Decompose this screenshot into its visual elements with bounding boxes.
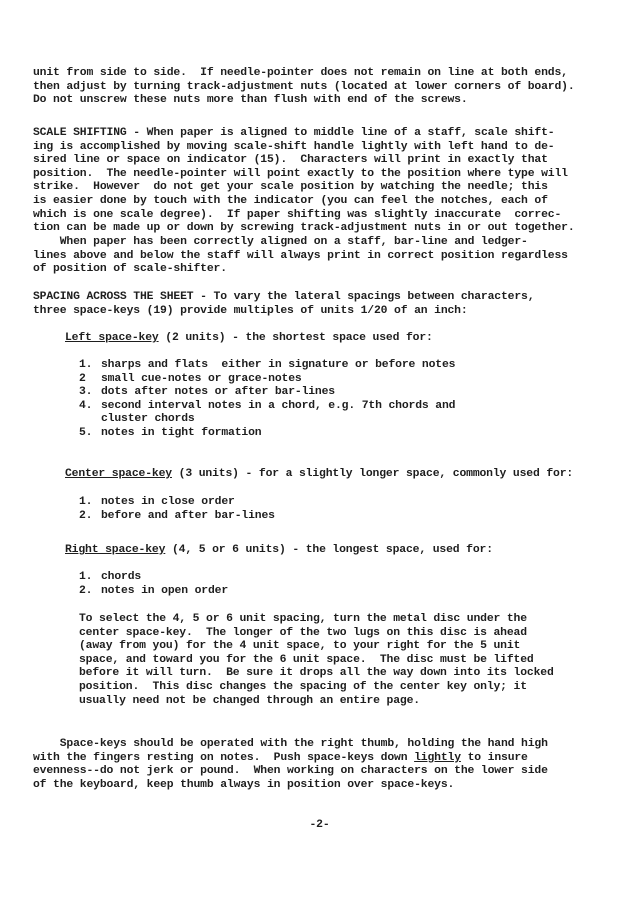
- list-item: 3. dots after notes or after bar-lines: [79, 386, 335, 399]
- list-item: 2. before and after bar-lines: [79, 509, 275, 522]
- disc-selection-paragraph: To select the 4, 5 or 6 unit spacing, turn the metal disc under the center space-key. The longer of the two lugs on this disc is ahead (away from you) for the 4 unit space, to your right for the 5 unit space, and toward you for the 6 unit space. The disc must be lifted before it will turn. Be sure it drops all the way down into its locked position. This disc changes the spacing of the center key only; it usually need not be changed through an entire page.: [79, 613, 554, 707]
- scale-shifting-section: [33, 127, 623, 236]
- right-space-key-desc: (4, 5 or 6 units) - the longest space, used for:: [165, 544, 493, 556]
- right-space-key-heading: [65, 544, 625, 558]
- list-item: 2. notes in open order: [79, 584, 229, 597]
- left-space-key-heading: [65, 332, 625, 346]
- center-space-key-list: [79, 496, 599, 523]
- left-space-key-label: Left space-key: [65, 332, 159, 344]
- spacing-heading: SPACING ACROSS THE SHEET: [33, 291, 194, 303]
- spacing-body: - To vary the lateral spacings between characters, three space-keys (19) provide multiples of units 1/20 of an inch:: [33, 291, 535, 317]
- left-space-key-list: [79, 359, 599, 441]
- left-space-key-desc: (2 units) - the shortest space used for:: [158, 332, 433, 344]
- center-space-key-desc: (3 units) - for a slightly longer space, commonly used for:: [171, 468, 574, 480]
- right-space-key-list: [79, 571, 599, 598]
- scale-shifting-para2: When paper has been correctly aligned on a staff, bar-line and ledger- lines above and below the staff will always print in correct position regardless of position of scale-shifter.: [33, 236, 568, 276]
- list-item: 1. notes in close order: [79, 496, 235, 508]
- list-item: 1. chords: [79, 571, 142, 583]
- center-space-key-label: Center space-key: [65, 468, 172, 480]
- right-space-key-label: Right space-key: [65, 544, 166, 556]
- emphasis-lightly: lightly: [414, 751, 461, 764]
- list-item: 1. sharps and flats either in signature or before notes: [79, 359, 456, 371]
- scale-shifting-body: - When paper is aligned to middle line of a staff, scale shift- ing is accomplished by moving scale-shift handle lightly with left hand to de- sired line or space on indicator (15). Characters will print in exactly that position. The needle-pointer will point exactly to the position where type will strike. However do not get your scale position by watching the needle; this is easier done by touch with the indicator (you can feel the notches, each of which is one scale degree). If paper shifting was slightly inaccurate correc- tion can be made up or down by screwing track-adjustment nuts in or out together.: [33, 127, 575, 235]
- list-item: 2 small cue-notes or grace-notes: [79, 372, 302, 385]
- page-number: -2-: [309, 819, 330, 831]
- center-space-key-heading: [65, 468, 625, 482]
- list-item: 4. second interval notes in a chord, e.g. 7th chords and cluster chords: [79, 399, 456, 426]
- spacing-section: [33, 291, 623, 318]
- scale-shifting-heading: SCALE SHIFTING: [33, 127, 127, 139]
- list-item: 5. notes in tight formation: [79, 426, 262, 439]
- space-keys-operation-paragraph: Space-keys should be operated with the right thumb, holding the hand high with the fingers resting on notes. Push space-keys down lightly to insure evenness--do not jerk or pound. When working on characters on the lower side of the keyboard, keep thumb always in position over space-keys.: [33, 738, 548, 791]
- intro-paragraph: unit from side to side. If needle-pointer does not remain on line at both ends, then adjust by turning track-adjustment nuts (located at lower corners of board). Do not unscrew these nuts more than flush with end of the screws.: [33, 67, 575, 107]
